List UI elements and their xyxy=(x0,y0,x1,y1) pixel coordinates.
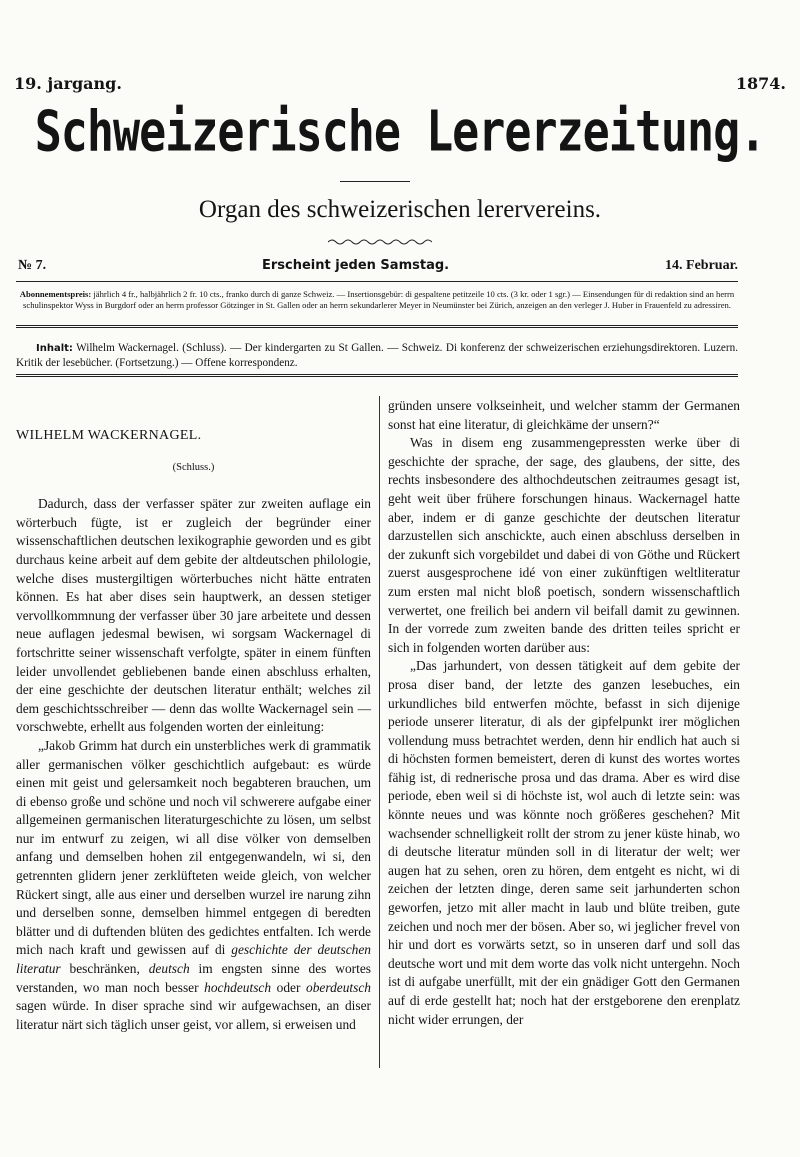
divider-rule xyxy=(16,281,738,282)
paragraph: „Das jarhundert, von dessen tätigkeit auf dem gebite der prosa diser band, der letzte des ganzen lesebuches, ein urkundliches bild entwerfen möchte, befasst in sich dijenige periode unserer literatur, di als der gipfelpunkt irer möglichen vollendung muss betrachtet werden, denn hir endlich hat auch si di höchsten formen bemeistert, deren di kunst des wortes wortes fähig ist, di rednerische prosa und das drama. Aber es wird dise periode, eben weil si di höchste ist, wol auch di letzte sein: was könnte neues und was könnte noch größeres geschehen? Mit wachsender schnelligkeit rollt der strom zu jener küste hinab, wo di deutsche literatur münden soll in di literatur der welt; wer augen hat zu sehen, oren zu hören, dem entgeht es nicht, wi di zeichen der letzten dinge, deren same seit jarhunderten schon geworfen, jetzo mit aller macht in laub und blüte treiben, gute zeichen und noch mer der bösen. Aber so, wi jeglicher frevel von hir und dort es vorwärts setzt, so in unseren darf und soll das deutsche wort und mit dem worte das volk nicht untergehn. Noch ist di aufgabe unerfüllt, mit der ein gnädiger Gott den Germanen auf di erde gestellt hat; noch hat der erstgeborene den erenplatz nicht wider errungen, der xyxy=(388,658,740,1027)
column-divider xyxy=(379,396,380,1068)
issue-number: № 7. xyxy=(18,258,47,273)
paragraph: gründen unsere volkseinheit, und welcher stamm der Germanen sonst hat eine literatur, di gleichkäme der unsern?“ xyxy=(388,398,740,432)
paragraph: Dadurch, dass der verfasser später zur zweiten auflage ein wörterbuch fügte, ist er zugleich der begründer einer wissenschaftlichen deutschen lexikographie geworden und es gibt durchaus keine arbeit auf dem gebite der altdeutschen philologie, welche dises mustergiltigen wörterbuches nicht hätte entraten können. Es hat aber dises sein hauptwerk, an dessen stetiger vervollkommnung der verfasser über 30 jare arbeitete und dessen neue auflagen jedesmal bewisen, wi sorgsam Wackernagel di fortschritte seiner wissenschaft verfolgte, später in einem fünften leider unvollendet gebliebenen bande einen abschluss erhalten, der eine geschichte der deutschen literatur enthält; welches zil dem geschichtsschreiber — denn das wollte Wackernagel sein — vorschwebte, erhellt aus folgenden worten der einleitung: xyxy=(16,496,371,735)
volume: 19. jargang. xyxy=(14,74,122,93)
double-rule xyxy=(16,325,738,331)
double-rule xyxy=(16,374,738,380)
paragraph: Was in disem eng zusammengepressten werke über di geschichte der sprache, der sage, des glaubens, der sitte, des rechts insbesondere des althochdeutschen zeitraumes gesagt ist, geht weit über frühere forschungen hinaus. Wackernagel hatte aber, indem er di ganze geschichte der deutschen literatur darzustellen sich anschickte, auch einen abschluss derselben in der zukunft sich vorgebildet und dabei di von Göthe und Rückert zuerst ausgesprochene idé von einer zukünftigen weltliteratur zum ersten mal nicht bloß poetisch, sondern wissenschaftlich verwertet, one freilich bei andern vil beifall damit zu gewinnen. In der vorrede zum zweiten bande des dritten teiles spricht er sich in folgenden worten darüber aus: xyxy=(388,435,740,655)
emphasis: deutsch xyxy=(148,961,190,977)
issue-date: 14. Februar. xyxy=(665,258,738,273)
subscription-notice xyxy=(16,289,738,311)
subscription-text: jährlich 4 fr., halbjährlich 2 fr. 10 cts., franko durch di ganze Schweiz. — Insertionsgebür: di gespaltene petitzeile 10 cts. (3 kr. oder 1 sgr.) — Einsendungen für di redaktion sind an herrn schulinspektor Wyss in Burgdorf oder an herrn professor Götzinger in St. Gallen oder an herrn sekundarlerer Meyer in Neumünster bei Zürich, anzeigen an den verleger J. Huber in Frauenfeld zu adressiren. xyxy=(23,289,735,310)
subscription-label: Abonnementspreis: xyxy=(19,289,92,299)
emphasis: oberdeutsch xyxy=(306,979,371,995)
article-subtitle: (Schluss.) xyxy=(172,461,215,473)
contents-label: Inhalt: xyxy=(36,343,73,354)
emphasis: geschichte der deutschen literatur xyxy=(16,942,371,977)
paragraph: „Jakob Grimm hat durch ein unsterbliches werk di grammatik aller germanischen völker geschichtlich aufgebaut: es würde einen mit geist und gelersamkeit noch begabteren brauchen, um di ebenso große und schöne und noch vil schwerere aufgabe einer allgemeinen germanischen literaturgeschichte zu lösen, um selbst nur im entwurf zu zeigen, wi all dise völker von demselben anfang und demselben hohen zil entgegenwandeln, wi si, den getrennten glidern jener zerklüfteten weide gleich, von welcher Rückert singt, alle aus einer und derselben wurzel ire narung zihn und derselben sonne, demselben himmel entgegen di beredten blätter und di duftenden blüten des gedichtes entfalten. Ich werde mich nach kraft und gewissen auf di geschichte der deutschen literatur beschränken, deutsch im engsten sinne des wortes verstanden, wo man noch besser hochdeutsch oder oberdeutsch sagen würde. In diser sprache sind wir aufgewachsen, an diser literatur närt sich täglich unser geist, vor allem, si erweisen und xyxy=(16,737,371,1032)
emphasis: hochdeutsch xyxy=(204,979,272,995)
masthead-subtitle: Organ des schweizerischen lerervereins. xyxy=(198,196,602,223)
year: 1874. xyxy=(735,74,786,93)
wavy-ornament xyxy=(328,238,432,246)
frequency: Erscheint jeden Samstag. xyxy=(262,258,450,273)
issue-row xyxy=(18,258,738,274)
title-rule xyxy=(340,181,410,182)
left-column xyxy=(16,395,371,1034)
contents-text: Wilhelm Wackernagel. (Schluss). — Der kindergarten zu St Gallen. — Schweiz. Di konferenz der schweizerischen erziehungsdirektoren. Luzern. Kritik der lesebücher. (Fortsetzung.) — Offene korrespondenz. xyxy=(16,342,738,369)
masthead-title: Schweizerische Lererzeitung. xyxy=(34,98,766,165)
volume-year-row xyxy=(14,74,786,93)
article-title: WILHELM WACKERNAGEL. xyxy=(16,428,202,443)
table-of-contents xyxy=(16,341,738,371)
right-column xyxy=(388,397,740,1029)
